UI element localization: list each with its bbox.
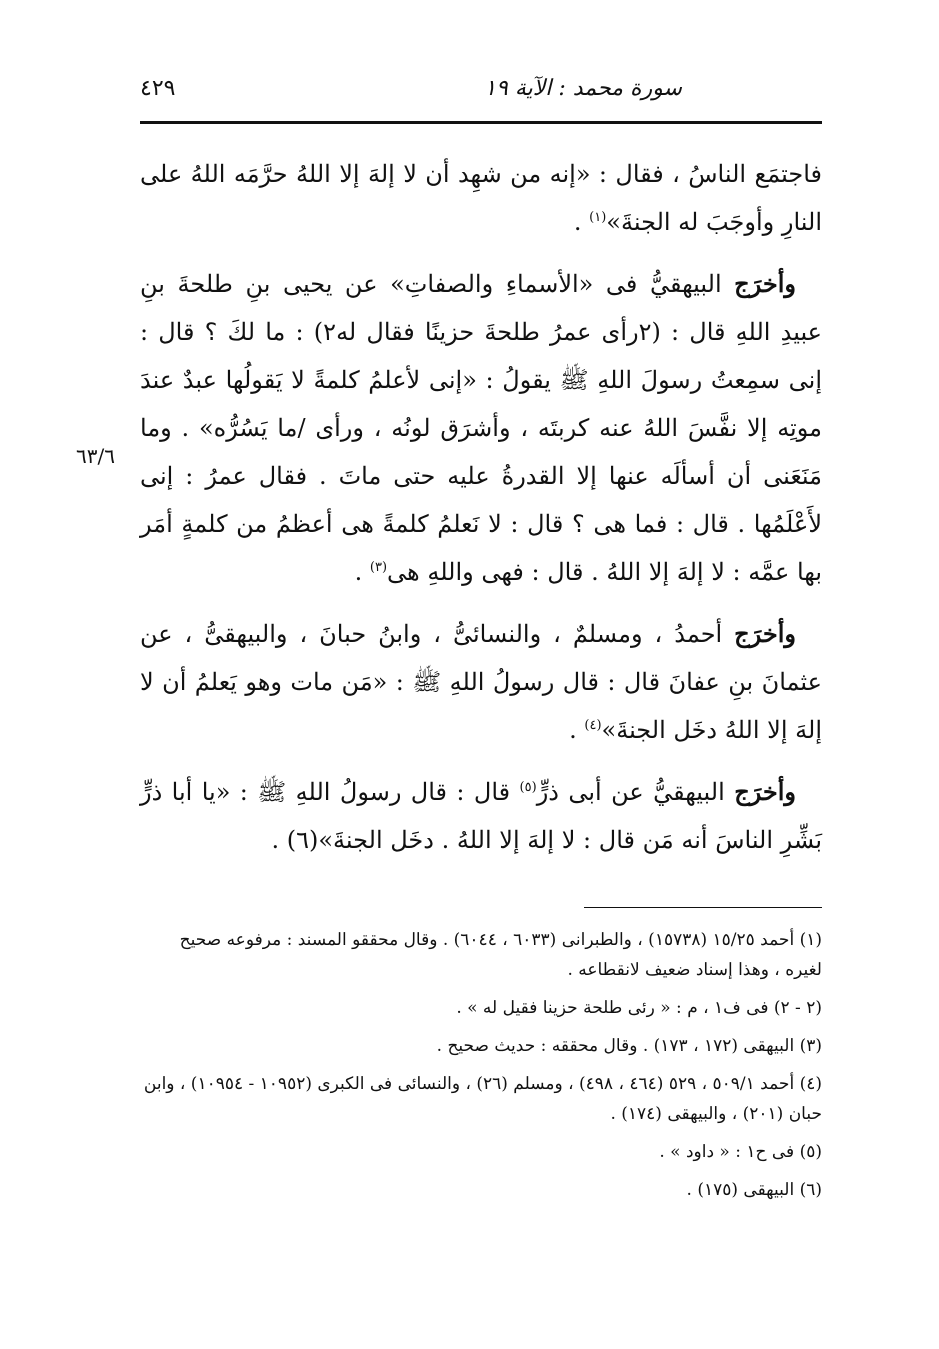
paragraph-tail: . bbox=[569, 716, 585, 744]
paragraph-text: أحمدُ ، ومسلمٌ ، والنسائىُّ ، وابنُ حبانَ ، والبيهقىُّ ، عن عثمانَ بنِ عفانَ قال : قال رسولُ اللهِ ﷺ : «مَن مات وهو يَعلمُ أن لا إلهَ إلا اللهُ دخَل الجنةَ» bbox=[140, 620, 822, 744]
page-header bbox=[140, 72, 822, 116]
footnote-rule bbox=[584, 907, 822, 908]
paragraph-tail: . bbox=[354, 558, 370, 586]
paragraph-lead: وأخرَج bbox=[734, 777, 797, 806]
main-text bbox=[140, 150, 822, 878]
footnote-marker: (٥) bbox=[519, 780, 537, 795]
paragraph-lead: وأخرَج bbox=[734, 619, 796, 648]
footnote: (٣) البيهقى (١٧٢ ، ١٧٣) . وقال محققه : حديث صحيح . bbox=[436, 1036, 822, 1056]
paragraph bbox=[140, 768, 822, 864]
footnote-marker: (٤) bbox=[584, 718, 602, 733]
paragraph bbox=[140, 260, 822, 596]
header-rule bbox=[140, 121, 822, 124]
footnote: (٢ - ٢) فى ف١ ، م : « رئى طلحة حزينا فقيل له » . bbox=[456, 998, 822, 1018]
footnote: (٥) فى ح١ : « داود » . bbox=[659, 1142, 822, 1162]
paragraph-text: فاجتمَع الناسُ ، فقال : «إنه من شهِد أن لا إلهَ إلا اللهُ حرَّمَه اللهُ على النارِ وأوجَبَ له الجنةَ» bbox=[140, 160, 822, 236]
margin-page-reference: ٦٣/٦ bbox=[76, 444, 115, 468]
footnote-marker: (١) bbox=[589, 210, 607, 225]
page-number: ٤٢٩ bbox=[140, 76, 176, 101]
running-title: سورة محمد : الآية ١٩ bbox=[484, 76, 682, 101]
paragraph-tail: . bbox=[573, 208, 590, 236]
footnote-marker: (٣) bbox=[369, 560, 388, 575]
paragraph bbox=[140, 150, 822, 246]
paragraph-text: البيهقيُّ عن أبى ذرٍّ bbox=[536, 778, 735, 806]
footnote: (٦) البيهقى (١٧٥) . bbox=[686, 1180, 822, 1200]
footnote: (١) أحمد ١٥/٢٥ (١٥٧٣٨) ، والطبرانى (٦٠٣٣ ، ٦٠٤٤) . وقال محققو المسند : مرفوعه صحيح لغيره ، وهذا إسناد ضعيف لانقطاعه . bbox=[179, 930, 822, 980]
paragraph-lead: وأخرَج bbox=[734, 269, 796, 298]
paragraph-tail: قال : قال رسولُ اللهِ ﷺ : «يا أبا ذرٍّ بَشِّرِ الناسَ أنه مَن قال : لا إلهَ إلا اللهُ . دخَل الجنةَ»(٦) . bbox=[140, 778, 822, 854]
footnotes bbox=[140, 925, 822, 1213]
paragraph bbox=[140, 610, 822, 754]
footnote: (٤) أحمد ٥٠٩/١ ، ٥٢٩ (٤٦٤ ، ٤٩٨) ، ومسلم (٢٦) ، والنسائى فى الكبرى (١٠٩٥٢ - ١٠٩٥٤) ، وابن حبان (٢٠١) ، والبيهقى (١٧٤) . bbox=[143, 1074, 822, 1124]
paragraph-text: البيهقيُّ فى «الأسماءِ والصفاتِ» عن يحيى بنِ طلحةَ بنِ عبيدِ اللهِ قال : (٢رأى عمرُ طلحةَ حزينًا فقال له٢) : ما لكَ ؟ قال : إنى سمِعتُ رسولَ اللهِ ﷺ يقولُ : «إنى لأعلمُ كلمةً لا يَقولُها عبدٌ عندَ موتِه إلا نفَّسَ اللهُ عنه كربتَه ، وأشرَق لونُه ، ورأى /ما يَسُرُّه» . وما مَنَعَنى أن أسألَه عنها إلا القدرةُ عليه حتى ماتَ . فقال عمرُ : إنى لأَعْلَمُها . قال : فما هى ؟ قال : لا نَعلمُ كلمةً هى أعظمُ من كلمةٍ أمَر بها عمَّه : لا إلهَ إلا اللهُ . قال : فهى واللهِ هى bbox=[140, 270, 823, 586]
